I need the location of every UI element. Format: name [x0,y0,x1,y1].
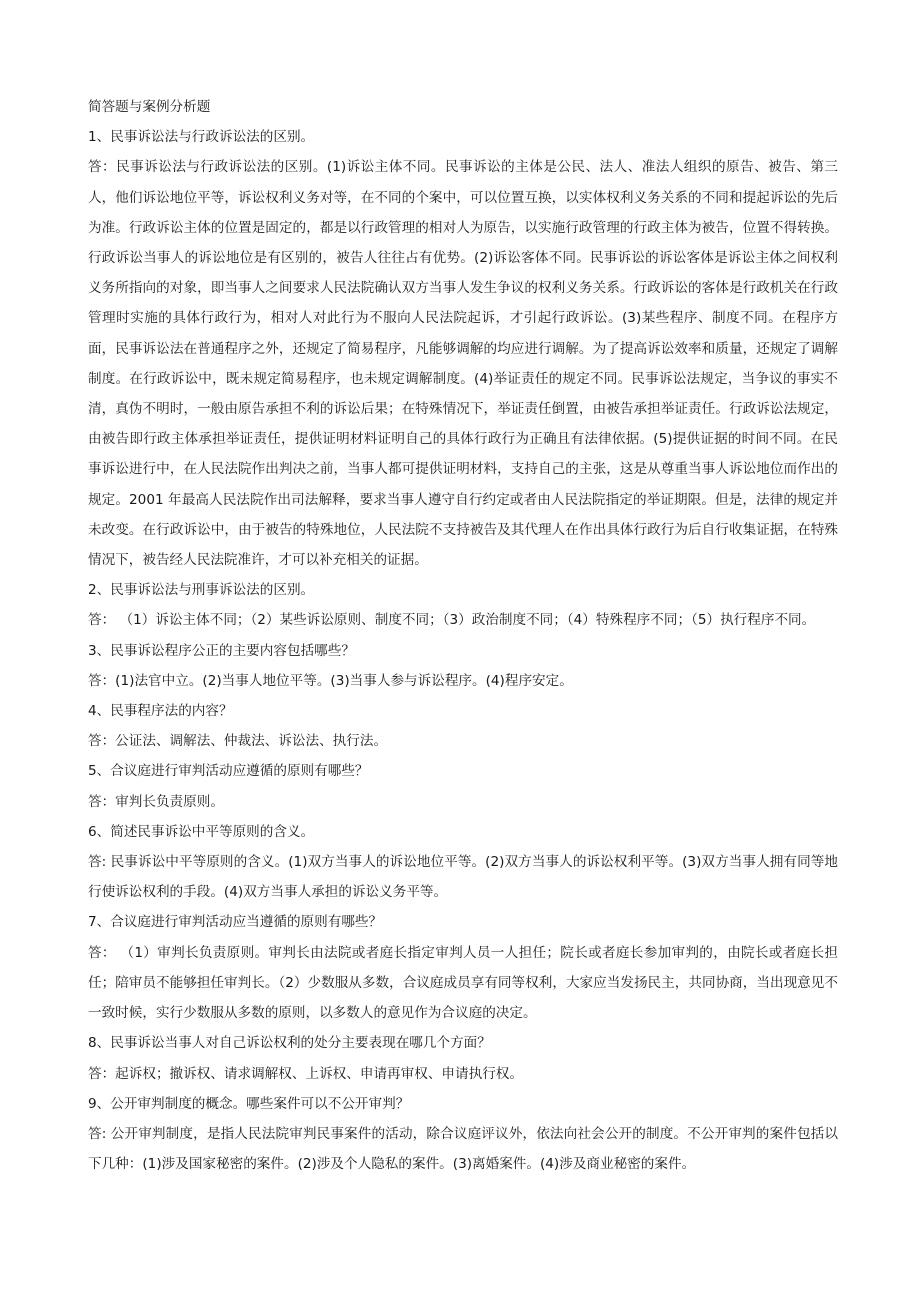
question: 2、民事诉讼法与刑事诉讼法的区别。 [88,582,315,599]
answer: 答：公证法、调解法、仲裁法、诉讼法、执行法。 [88,733,388,750]
question: 4、民事程序法的内容？ [88,703,233,720]
question: 7、合议庭进行审判活动应当遵循的原则有哪些？ [88,914,383,931]
answer: 答：(1)法官中立。(2)当事人地位平等。(3)当事人参与诉讼程序。(4)程序安定。 [88,672,573,689]
answer: 答：起诉权；撤诉权、请求调解权、上诉权、申请再审权、申请执行权。 [88,1065,523,1082]
document-title: 简答题与案例分析题 [88,99,211,115]
answer: 答： （1）审判长负责原则。审判长由法院或者庭长指定审判人员一人担任；院长或者庭长参加审判的，由院长或者庭长担任；陪审员不能够担任审判长。（2）少数服从多数，合议庭成员享有同等权利，大家应当发扬民主，共同协商，当出现意见不一致时候，实行少数服从多数的原则，以多数人的意见作为合议庭的决定。 [88,944,838,1022]
question: 3、民事诉讼程序公正的主要内容包括哪些？ [88,642,355,659]
question: 9、公开审判制度的概念。哪些案件可以不公开审判？ [88,1095,410,1112]
question: 1、民事诉讼法与行政诉讼法的区别。 [88,129,315,146]
question: 6、简述民事诉讼中平等原则的含义。 [88,823,315,840]
answer: 答：审判长负责原则。 [88,793,224,810]
answer: 答：民事诉讼法与行政诉讼法的区别。(1)诉讼主体不同。民事诉讼的主体是公民、法人、准法人组织的原告、被告、第三人，他们诉讼地位平等，诉讼权利义务对等，在不同的个案中，可以位置互换，以实体权利义务关系的不同和提起诉讼的先后为准。行政诉讼主体的位置是固定的，都是以行政管理的相对人为原告，以实施行政管理的行政主体为被告，位置不得转换。行政诉讼当事人的诉讼地位是有区别的，被告人往往占有优势。(2)诉讼客体不同。民事诉讼的诉讼客体是诉讼主体之间权利义务所指向的对象，即当事人之间要求人民法院确认双方当事人发生争议的权利义务关系。行政诉讼的客体是行政机关在行政管理时实施的具体行政行为，相对人对此行为不服向人民法院起诉，才引起行政诉讼。(3)某些程序、制度不同。在程序方面，民事诉讼法在普通程序之外，还规定了简易程序，凡能够调解的均应进行调解。为了提高诉讼效率和质量，还规定了调解制度。在行政诉讼中，既未规定简易程序，也未规定调解制度。(4)举证责任的规定不同。民事诉讼法规定，当争议的事实不清，真伪不明时，一般由原告承担不利的诉讼后果；在特殊情况下，举证责任倒置，由被告承担举证责任。行政诉讼法规定，由被告即行政主体承担举证责任，提供证明材料证明自己的具体行政行为正确且有法律依据。(5)提供证据的时间不同。在民事诉讼进行中，在人民法院作出判决之前，当事人都可提供证明材料，支持自己的主张，这是从尊重当事人诉讼地位而作出的规定。2001 年最高人民法院作出司法解释，要求当事人遵守自行约定或者由人民法院指定的举证期限。但是，法律的规定并未改变。在行政诉讼中，由于被告的特殊地位，人民法院不支持被告及其代理人在作出具体行政行为后自行收集证据，在特殊情况下，被告经人民法院准许，才可以补充相关的证据。 [88,159,838,569]
answer: 答： （1）诉讼主体不同；（2）某些诉讼原则、制度不同；（3）政治制度不同；（4）特殊程序不同；（5）执行程序不同。 [88,612,816,629]
question: 8、民事诉讼当事人对自己诉讼权利的处分主要表现在哪几个方面？ [88,1035,491,1052]
answer: 答: 民事诉讼中平等原则的含义。(1)双方当事人的诉讼地位平等。(2)双方当事人的诉讼权利平等。(3)双方当事人拥有同等地行使诉讼权利的手段。(4)双方当事人承担的诉讼义务平等。 [88,854,838,901]
answer: 答: 公开审判制度，是指人民法院审判民事案件的活动，除合议庭评议外，依法向社会公开的制度。不公开审判的案件包括以下几种：(1)涉及国家秘密的案件。(2)涉及个人隐私的案件。(3)离婚案件。(4)涉及商业秘密的案件。 [88,1125,838,1173]
question: 5、合议庭进行审判活动应遵循的原则有哪些？ [88,763,369,780]
qa-list [88,122,838,1179]
document-body [88,92,838,1179]
